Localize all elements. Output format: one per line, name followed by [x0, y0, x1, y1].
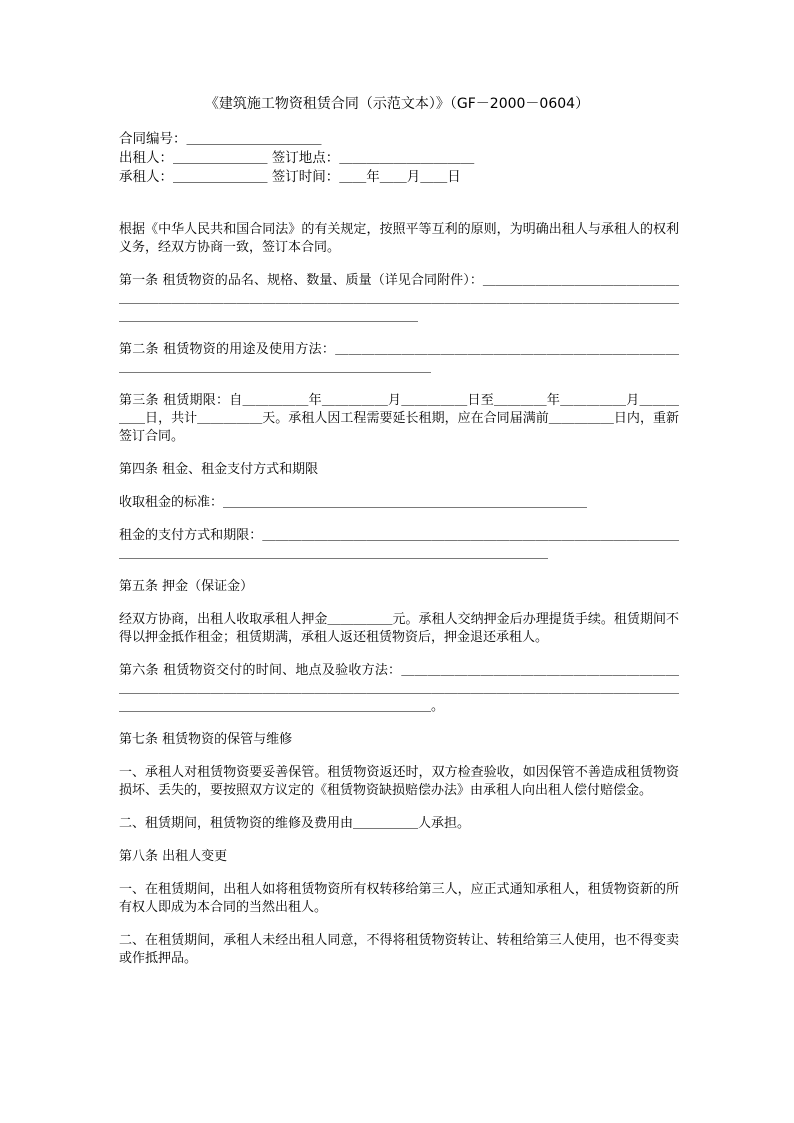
- lessor-line: 出租人：＿＿＿＿＿＿＿ 签订地点：＿＿＿＿＿＿＿＿＿＿: [119, 150, 475, 166]
- article-8-heading: 第八条 出租人变更: [119, 849, 228, 864]
- article-8-clause-1: 一、在租赁期间，出租人如将租赁物资所有权转移给第三人，应正式通知承租人，租赁物资新的所有权人即成为本合同的当然出租人。: [119, 882, 679, 915]
- contract-body: [119, 221, 679, 968]
- article-1: 第一条 租赁物资的品名、规格、数量、质量（详见合同附件）：＿＿＿＿＿＿＿＿＿＿＿＿＿＿＿＿＿＿＿＿＿＿＿＿＿＿＿＿＿＿＿＿＿＿＿＿＿＿＿＿＿＿＿＿＿＿＿＿＿＿＿＿＿＿＿＿＿＿＿＿＿＿＿＿＿＿＿＿＿＿＿＿＿＿＿＿＿＿＿＿＿: [119, 273, 679, 324]
- preamble-paragraph: 根据《中华人民共和国合同法》的有关规定，按照平等互利的原则，为明确出租人与承租人的权利义务，经双方协商一致，签订本合同。: [119, 222, 679, 255]
- article-7-clause-1: 一、承租人对租赁物资要妥善保管。租赁物资返还时，双方检查验收，如因保管不善造成租赁物资损坏、丢失的，要按照双方议定的《租赁物资缺损赔偿办法》由承租人向出租人偿付赔偿金。: [119, 765, 679, 798]
- rent-standard: 收取租金的标准：＿＿＿＿＿＿＿＿＿＿＿＿＿＿＿＿＿＿＿＿＿＿＿＿＿＿＿＿: [119, 495, 588, 510]
- rent-payment-terms: 租金的支付方式和期限：＿＿＿＿＿＿＿＿＿＿＿＿＿＿＿＿＿＿＿＿＿＿＿＿＿＿＿＿＿＿＿＿＿＿＿＿＿＿＿＿＿＿＿＿＿＿＿＿＿＿＿＿＿＿＿＿＿＿＿＿＿＿＿＿＿: [119, 528, 679, 561]
- article-7-clause-2: 二、租赁期间，租赁物资的维修及费用由＿＿＿＿＿人承担。: [119, 816, 471, 831]
- article-8-clause-2: 二、在租赁期间，承租人未经出租人同意，不得将租赁物资转让、转租给第三人使用，也不得变卖或作抵押品。: [119, 933, 679, 966]
- contract-header: [119, 130, 679, 187]
- article-3: 第三条 租赁期限：自＿＿＿＿＿年＿＿＿＿＿月＿＿＿＿＿日至＿＿＿＿年＿＿＿＿＿月＿＿＿＿＿日，共计＿＿＿＿＿天。承租人因工程需要延长租期，应在合同届满前＿＿＿＿＿日内，重新签订合同。: [119, 393, 679, 444]
- deposit-paragraph: 经双方协商，出租人收取承租人押金＿＿＿＿＿元。承租人交纳押金后办理提货手续。租赁期间不得以押金抵作租金；租赁期满，承租人返还租赁物资后，押金退还承租人。: [119, 612, 679, 645]
- article-2: 第二条 租赁物资的用途及使用方法：＿＿＿＿＿＿＿＿＿＿＿＿＿＿＿＿＿＿＿＿＿＿＿＿＿＿＿＿＿＿＿＿＿＿＿＿＿＿＿＿＿＿＿＿＿＿＿＿＿＿: [119, 342, 679, 375]
- document-content: [119, 130, 679, 983]
- article-7-heading: 第七条 租赁物资的保管与维修: [119, 732, 293, 747]
- article-5-heading: 第五条 押金（保证金）: [119, 579, 254, 594]
- article-4-heading: 第四条 租金、租金支付方式和期限: [119, 462, 319, 477]
- lessee-line: 承租人：＿＿＿＿＿＿＿ 签订时间：＿＿年＿＿月＿＿日: [119, 169, 461, 185]
- document-title: 《建筑施工物资租赁合同（示范文本）》（GF－2000－0604）: [204, 96, 590, 112]
- contract-number-line: 合同编号：＿＿＿＿＿＿＿＿＿＿: [119, 131, 322, 147]
- article-6: 第六条 租赁物资交付的时间、地点及验收方法：＿＿＿＿＿＿＿＿＿＿＿＿＿＿＿＿＿＿＿＿＿＿＿＿＿＿＿＿＿＿＿＿＿＿＿＿＿＿＿＿＿＿＿＿＿＿＿＿＿＿＿＿＿＿＿＿＿＿＿＿＿＿＿＿＿＿＿＿＿＿＿＿＿＿＿＿＿＿＿＿＿＿＿＿＿＿＿＿。: [119, 663, 679, 714]
